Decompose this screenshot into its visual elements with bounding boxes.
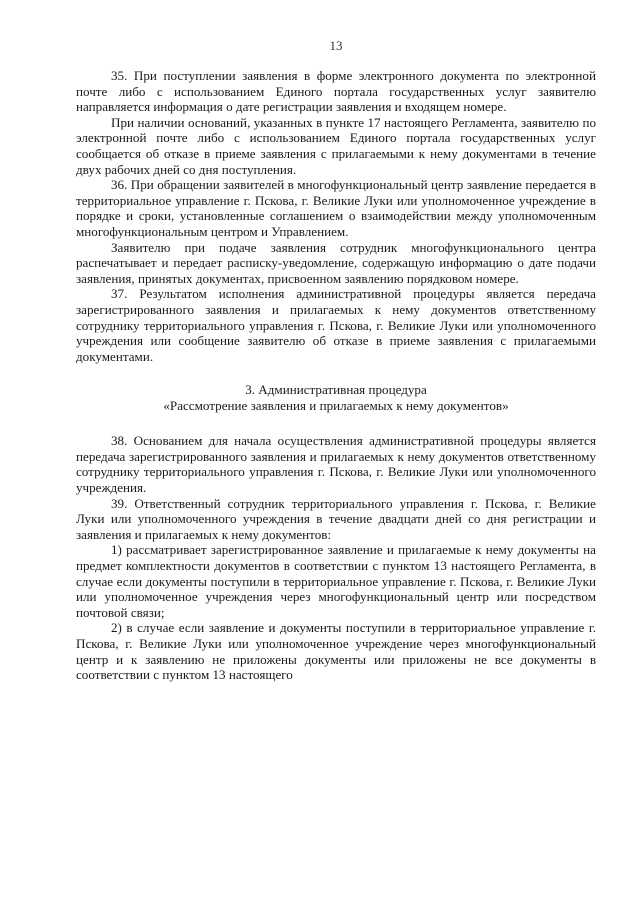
paragraph-39: 39. Ответственный сотрудник территориального управления г. Пскова, г. Великие Луки или уполномоченного учреждения в течение двадцати дней со дня регистрации и заявления и прилагаемых к нему документов: bbox=[76, 495, 596, 542]
paragraph-37: 37. Результатом исполнения административной процедуры является передача зарегистрированного заявления и прилагаемых к нему документов ответственному сотруднику территориального управления г. Пскова, г. Великие Луки или уполномоченного учреждения или сообщение заявителю об отказе в приеме заявления с прилагаемыми документами. bbox=[76, 286, 596, 364]
paragraph-39-item-1: 1) рассматривает зарегистрированное заявление и прилагаемые к нему документы на предмет комплектности документов в соответствии с пунктом 13 настоящего Регламента, в случае если документы поступили в территориальное управление г. Пскова, г. Великие Луки или уполномоченное учреждения через многофункциональный центр или посредством почтовой связи; bbox=[76, 542, 596, 620]
section-title: 3. Административная процедура bbox=[245, 382, 427, 398]
page-number: 13 bbox=[329, 38, 343, 53]
section-subtitle: «Рассмотрение заявления и прилагаемых к нему документов» bbox=[163, 398, 509, 414]
paragraph-36-receipt: Заявителю при подаче заявления сотрудник многофункционального центра распечатывает и передает расписку-уведомление, содержащую информацию о дате подачи заявления, принятых документах, присвоенном заявлению порядковом номере. bbox=[76, 239, 596, 286]
paragraph-39-item-2: 2) в случае если заявление и документы поступили в территориальное управление г. Пскова, г. Великие Луки или уполномоченное учреждение через многофункциональный центр и к заявлению не приложены документы или приложены не все документы в соответствии с пунктом 13 настоящего bbox=[76, 620, 596, 683]
paragraph-35-refusal: При наличии оснований, указанных в пункте 17 настоящего Регламента, заявителю по электронной почте либо с использованием Единого портала государственных услуг сообщается об отказе в приеме заявления с прилагаемыми к нему документами в течение двух рабочих дней со дня поступления. bbox=[76, 114, 596, 177]
section-heading bbox=[76, 382, 596, 414]
paragraph-36: 36. При обращении заявителей в многофункциональный центр заявление передается в территориальное управление г. Пскова, г. Великие Луки или уполномоченное учреждение в порядке и сроки, установленные соглашением о взаимодействии между уполномоченным многофункциональным центром и Управлением. bbox=[76, 177, 596, 239]
paragraph-35: 35. При поступлении заявления в форме электронного документа по электронной почте либо с использованием Единого портала государственных услуг заявителю направляется информация о дате регистрации заявления и входящем номере. bbox=[76, 68, 596, 115]
paragraph-38: 38. Основанием для начала осуществления административной процедуры является передача зарегистрированного заявления и прилагаемых к нему документов ответственному сотруднику территориального управления г. Пскова, г. Великие Луки или уполномоченного учреждения. bbox=[76, 433, 596, 496]
